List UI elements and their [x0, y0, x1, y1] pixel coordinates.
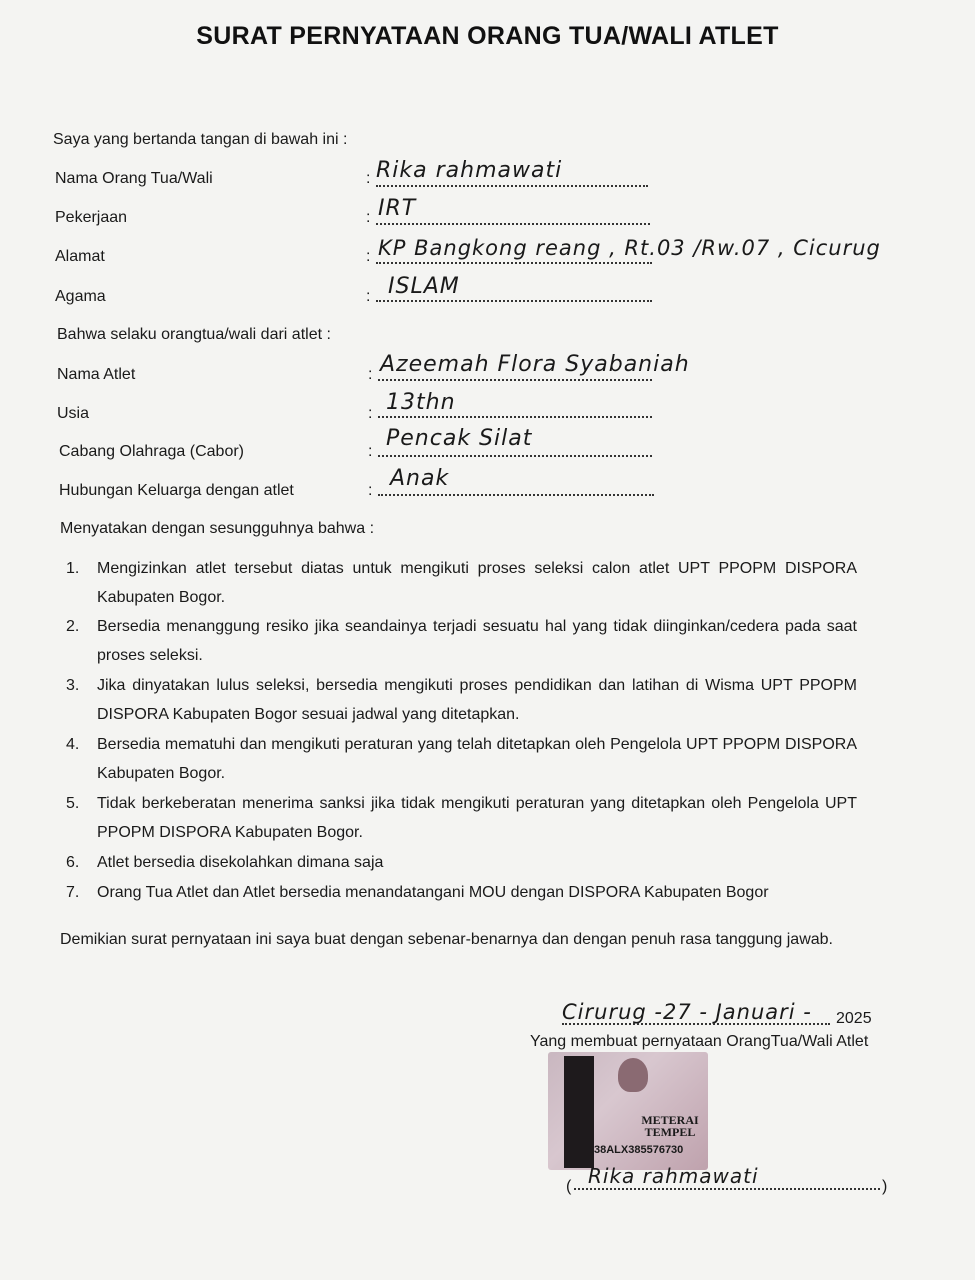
- paren-open: (: [566, 1178, 572, 1195]
- closing-text: Demikian surat pernyataan ini saya buat dengan sebenar-benarnya dan dengan penuh rasa tanggung jawab.: [60, 931, 833, 948]
- religion-line: [376, 300, 652, 302]
- meterai-stamp: [548, 1052, 708, 1170]
- maker-label: Yang membuat pernyataan OrangTua/Wali Atlet: [530, 1033, 869, 1050]
- colon: :: [366, 170, 371, 187]
- item-number: 2.: [66, 618, 80, 635]
- intro-text: Saya yang bertanda tangan di bawah ini :: [53, 131, 348, 148]
- sport-line: [378, 455, 652, 457]
- stamp-dark-band: [564, 1056, 594, 1168]
- garuda-emblem-icon: [618, 1058, 648, 1092]
- sport-value: Pencak Silat: [386, 426, 533, 451]
- colon: :: [368, 482, 373, 499]
- address-value: KP Bangkong reang , Rt.03 /Rw.07 , Cicurug: [378, 236, 881, 260]
- athlete-name-line: [378, 379, 652, 381]
- item-text: Jika dinyatakan lulus seleksi, bersedia mengikuti proses pendidikan dan latihan di Wisma UPT PPOPM DISPORA Kabupaten Bogor sesuai jadwal yang ditetapkan.: [97, 677, 857, 723]
- athlete-intro: Bahwa selaku orangtua/wali dari atlet :: [57, 326, 331, 343]
- item-number: 6.: [66, 854, 80, 871]
- item-number: 1.: [66, 560, 80, 577]
- document-title: SURAT PERNYATAAN ORANG TUA/WALI ATLET: [196, 22, 779, 50]
- item-number: 3.: [66, 677, 80, 694]
- address-label: Alamat: [55, 248, 105, 265]
- date-line: [562, 1023, 830, 1025]
- item-number: 7.: [66, 884, 80, 901]
- occupation-label: Pekerjaan: [55, 209, 128, 226]
- stamp-serial: 38ALX385576730: [594, 1144, 684, 1156]
- item-text: Tidak berkeberatan menerima sanksi jika tidak mengikuti peraturan yang ditetapkan oleh Pengelola UPT PPOPM DISPORA Kabupaten Bogor.: [97, 795, 857, 841]
- age-label: Usia: [57, 405, 90, 422]
- item-text: Orang Tua Atlet dan Atlet bersedia menandatangani MOU dengan DISPORA Kabupaten Bogor: [97, 884, 769, 901]
- colon: :: [368, 443, 373, 460]
- item-text: Bersedia mematuhi dan mengikuti peraturan yang telah ditetapkan oleh Pengelola UPT PPOPM DISPORA Kabupaten Bogor.: [97, 736, 857, 782]
- religion-value: ISLAM: [388, 274, 460, 299]
- date-year: 2025: [836, 1010, 872, 1027]
- occupation-value: IRT: [378, 196, 417, 221]
- statement-intro: Menyatakan dengan sesungguhnya bahwa :: [60, 520, 375, 537]
- colon: :: [366, 248, 371, 265]
- signature-name: Rika rahmawati: [588, 1164, 759, 1188]
- item-text: Mengizinkan atlet tersebut diatas untuk mengikuti proses seleksi calon atlet UPT PPOPM DISPORA Kabupaten Bogor.: [97, 560, 857, 606]
- item-text: Atlet bersedia disekolahkan dimana saja: [97, 854, 384, 871]
- parent-name-label: Nama Orang Tua/Wali: [55, 170, 213, 187]
- parent-name-value: Rika rahmawati: [376, 158, 563, 183]
- item-text: Bersedia menanggung resiko jika seandainya terjadi sesuatu hal yang tidak diinginkan/cedera pada saat proses seleksi.: [97, 618, 857, 664]
- colon: :: [366, 288, 371, 305]
- age-value: 13thn: [386, 390, 456, 415]
- religion-label: Agama: [55, 288, 106, 305]
- item-number: 4.: [66, 736, 80, 753]
- relation-value: Anak: [390, 466, 450, 491]
- occupation-line: [376, 223, 650, 225]
- relation-label: Hubungan Keluarga dengan atlet: [59, 482, 294, 499]
- parent-name-line: [376, 185, 648, 187]
- athlete-name-value: Azeemah Flora Syabaniah: [380, 352, 690, 377]
- sport-label: Cabang Olahraga (Cabor): [59, 443, 244, 460]
- athlete-name-label: Nama Atlet: [57, 366, 136, 383]
- signature-line: [574, 1188, 880, 1190]
- address-line: [376, 262, 652, 264]
- colon: :: [366, 209, 371, 226]
- relation-line: [378, 494, 654, 496]
- date-handwritten: Cirurug -27 - Januari -: [562, 1000, 812, 1024]
- age-line: [378, 416, 652, 418]
- colon: :: [368, 405, 373, 422]
- colon: :: [368, 366, 373, 383]
- item-number: 5.: [66, 795, 80, 812]
- stamp-title: METERAI TEMPEL: [641, 1113, 699, 1139]
- paren-close: ): [882, 1178, 888, 1195]
